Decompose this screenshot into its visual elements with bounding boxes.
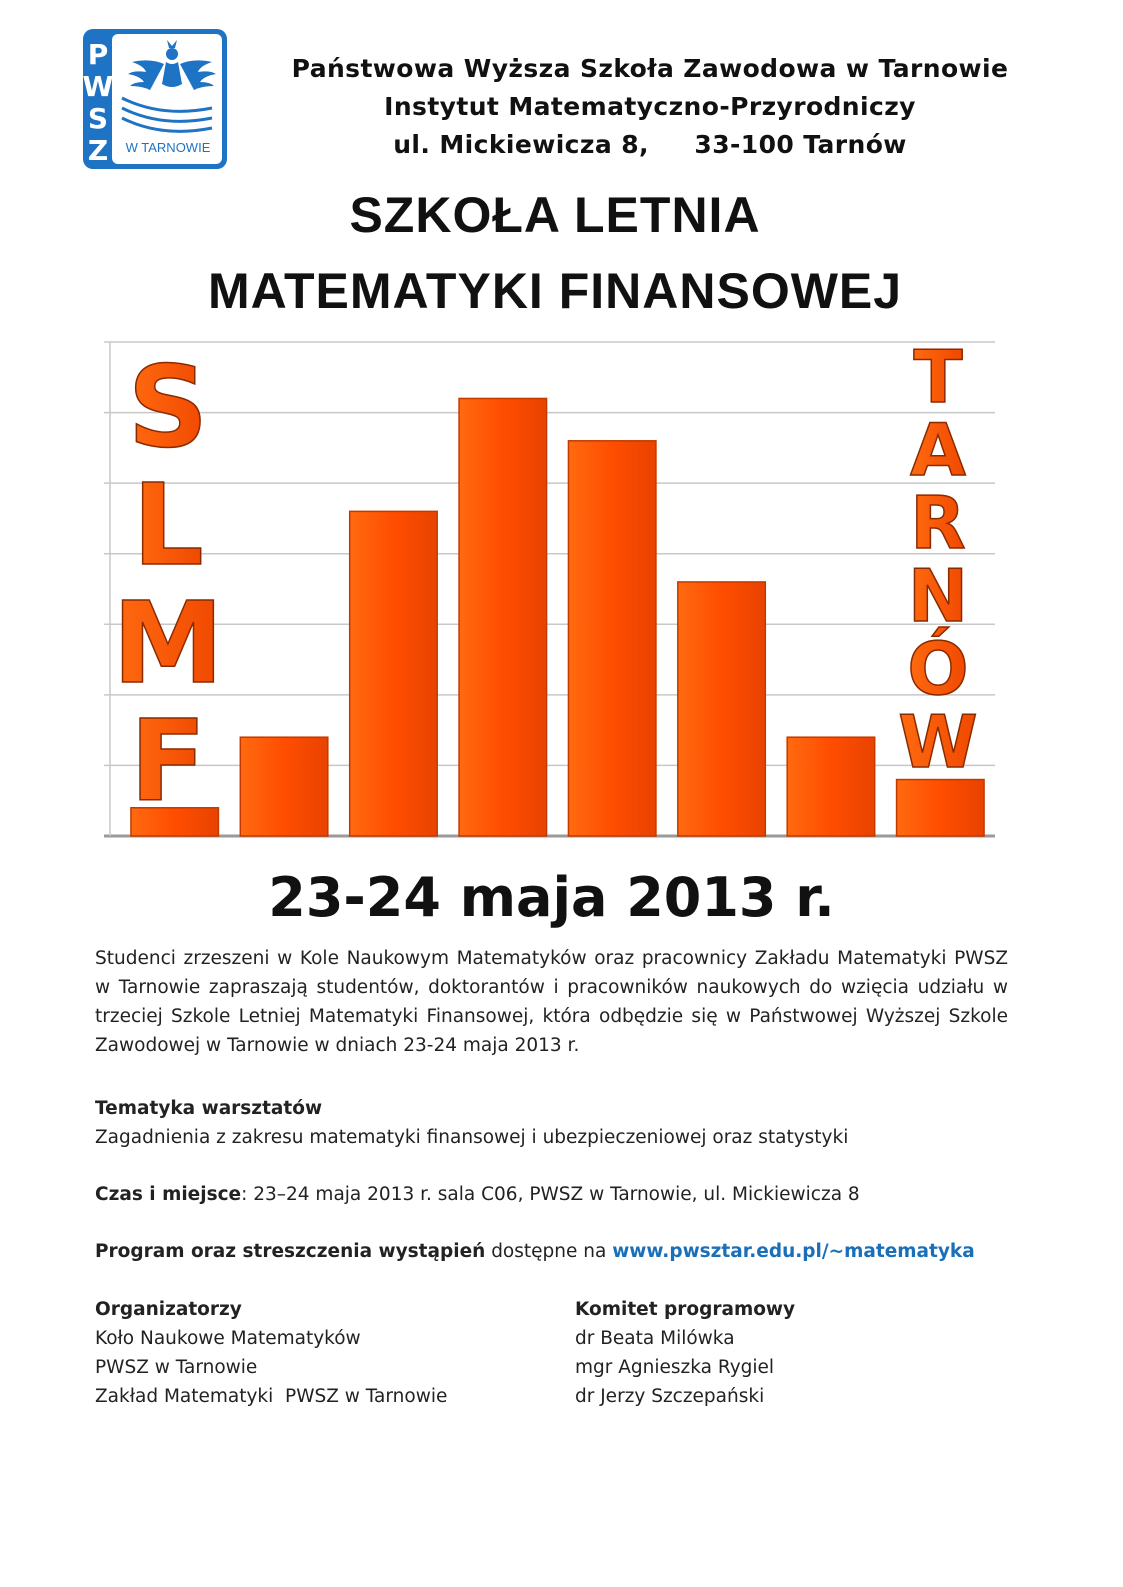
chart-bar — [787, 737, 875, 836]
logo-subtitle: W TARNOWIE — [125, 140, 211, 155]
chart-letter: L — [132, 461, 204, 591]
intro-text: Studenci zrzeszeni w Kole Naukowym Matematyków oraz pracownicy Zakładu Matematyki PWSZ w Tarnowie zapraszają studentów, doktorantów i pracowników naukowych do wzięcia udziału w trzeciej Szkole Letniej Matematyki Finansowej, która odbędzie się w Państwowej Wyższej Szkole Zawodowej w Tarnowie w dniach 23-24 maja 2013 r. — [95, 948, 1008, 1056]
institute-name: Instytut Matematyczno-Przyrodniczy — [384, 92, 916, 121]
organizers-heading: Organizatorzy — [95, 1299, 242, 1320]
chart-bar — [459, 398, 547, 836]
committee-member: mgr Agnieszka Rygiel — [575, 1357, 775, 1378]
event-date: 23-24 maja 2013 r. — [268, 866, 835, 929]
logo-letter: Z — [87, 134, 109, 167]
logo-letter: S — [87, 102, 109, 135]
topics-section — [95, 1094, 1008, 1152]
chart-letter: Ó — [907, 627, 969, 711]
page-title-line2: MATEMATYKI FINANSOWEJ — [207, 263, 903, 319]
institution-header — [240, 50, 1060, 164]
chart-letter: F — [129, 697, 207, 827]
organizer-item: Koło Naukowe Matematyków — [95, 1328, 361, 1349]
committee-member: dr Beata Milówka — [575, 1328, 735, 1349]
program-info — [95, 1237, 1008, 1266]
time-place-text: : 23–24 maja 2013 r. sala C06, PWSZ w Tarnowie, ul. Mickiewicza 8 — [241, 1184, 860, 1205]
logo-letter: W — [82, 70, 114, 103]
logo-letter: P — [87, 38, 109, 71]
chart-bar — [240, 737, 328, 836]
chart-letter: R — [910, 481, 966, 565]
committee-member: dr Jerzy Szczepański — [575, 1386, 765, 1407]
chart-letter: M — [112, 579, 224, 709]
intro-paragraph — [95, 944, 1008, 1060]
institution-name: Państwowa Wyższa Szkoła Zawodowa w Tarnowie — [291, 54, 1009, 83]
organizer-item: Zakład Matematyki PWSZ w Tarnowie — [95, 1386, 448, 1407]
chart-letter: S — [127, 343, 209, 473]
topics-heading: Tematyka warsztatów — [95, 1098, 323, 1119]
committee-heading: Komitet programowy — [575, 1299, 796, 1320]
bar-chart — [100, 336, 1000, 856]
committee-column — [575, 1295, 795, 1411]
chart-letter: T — [913, 336, 963, 419]
page-title-line1: SZKOŁA LETNIA — [349, 187, 761, 243]
chart-letter: A — [910, 408, 966, 492]
program-label: Program oraz streszczenia wystąpień — [95, 1241, 486, 1262]
chart-letter: W — [898, 700, 978, 784]
time-place — [95, 1180, 1008, 1209]
chart-bar — [678, 582, 766, 836]
pwsz-logo — [82, 28, 228, 170]
topics-text: Zagadnienia z zakresu matematyki finansowej i ubezpieczeniowej oraz statystyki — [95, 1127, 849, 1148]
organizers-column — [95, 1295, 447, 1411]
program-link[interactable]: www.pwsztar.edu.pl/~matematyka — [612, 1241, 975, 1262]
time-place-label: Czas i miejsce — [95, 1184, 242, 1205]
chart-bar — [350, 511, 438, 836]
program-text: dostępne na — [485, 1241, 613, 1262]
chart-bar — [897, 780, 985, 836]
institution-address: ul. Mickiewicza 8, 33-100 Tarnów — [393, 130, 907, 159]
chart-letter: N — [907, 554, 969, 638]
chart-bar — [568, 441, 656, 836]
organizer-item: PWSZ w Tarnowie — [95, 1357, 258, 1378]
